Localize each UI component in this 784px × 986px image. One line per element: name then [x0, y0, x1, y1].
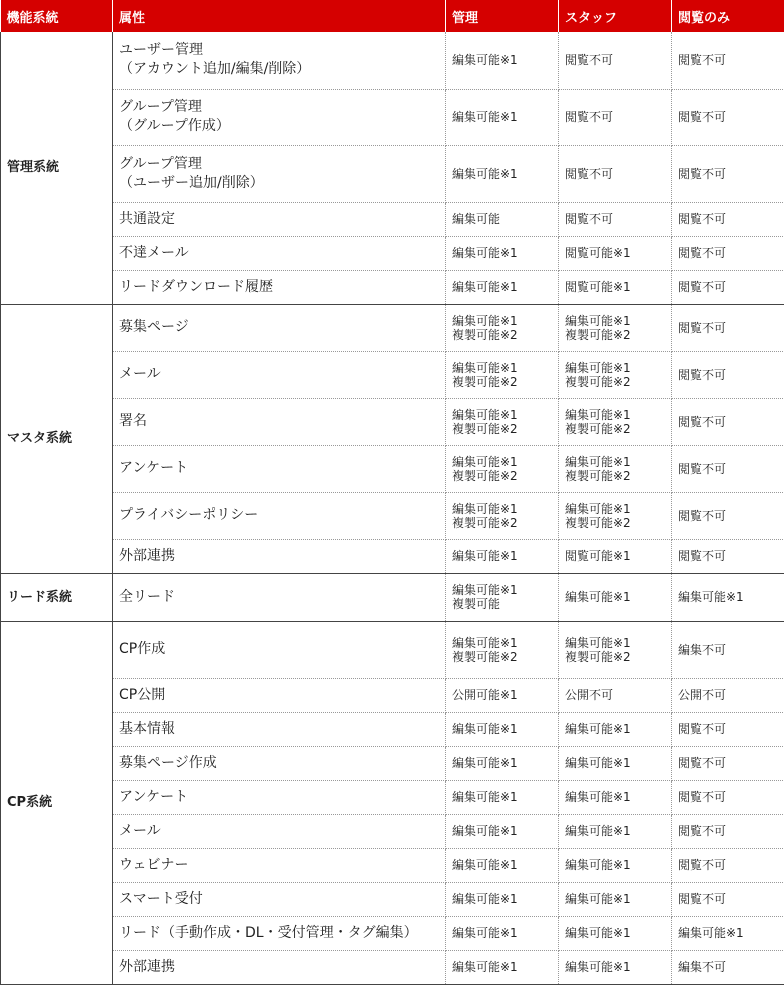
attribute-cell-line: 署名 [119, 413, 147, 429]
view-only-permission-cell [672, 746, 784, 780]
admin-permission-cell [446, 573, 559, 621]
staff-permission-cell-line: 閲覧可能※1 [565, 246, 631, 260]
view-only-permission-cell-line: 閲覧不可 [678, 53, 727, 68]
admin-permission-cell-line: 編集可能※1 [452, 166, 518, 181]
table-row [1, 351, 784, 398]
admin-permission-cell [446, 304, 559, 351]
table-row [1, 32, 784, 89]
admin-permission-cell-line: 編集可能※1 [452, 501, 518, 516]
view-only-permission-cell [672, 492, 784, 539]
admin-permission-cell [446, 780, 559, 814]
view-only-permission-cell [672, 202, 784, 236]
view-only-permission-cell-line: 閲覧不可 [678, 824, 727, 838]
admin-permission-cell [446, 916, 559, 950]
view-only-permission-cell-line: 編集不可 [678, 642, 727, 657]
function-system-cell: 管理系統 [1, 32, 113, 304]
admin-permission-cell-line: 複製可能※2 [452, 327, 518, 342]
attribute-cell [113, 398, 446, 445]
staff-permission-cell-line: 複製可能※2 [565, 515, 631, 530]
view-only-permission-cell [672, 882, 784, 916]
attribute-cell-line: CP公開 [119, 686, 166, 703]
view-only-permission-cell [672, 304, 784, 351]
admin-permission-cell-line: 編集可能※1 [452, 926, 518, 940]
staff-permission-cell-line: 閲覧可能※1 [565, 549, 631, 563]
view-only-permission-cell-line: 閲覧不可 [678, 166, 727, 181]
admin-permission-cell [446, 814, 559, 848]
attribute-cell-line: CP作成 [119, 641, 166, 657]
admin-permission-cell-line: 編集可能※1 [452, 549, 518, 563]
staff-permission-cell-line: 複製可能※2 [565, 468, 631, 483]
staff-permission-cell [559, 848, 672, 882]
attribute-cell [113, 202, 446, 236]
staff-permission-cell-line: 編集可能※1 [565, 590, 631, 604]
staff-permission-cell-line: 閲覧不可 [565, 212, 614, 226]
view-only-permission-cell-line: 閲覧不可 [678, 892, 727, 906]
view-only-permission-cell [672, 573, 784, 621]
staff-permission-cell-line: 編集可能※1 [565, 790, 631, 804]
admin-permission-cell [446, 445, 559, 492]
admin-permission-cell-line: 複製可能※2 [452, 515, 518, 530]
attribute-cell [113, 351, 446, 398]
attribute-cell-line: （アカウント追加/編集/削除） [119, 61, 311, 78]
view-only-permission-cell-line: 閲覧不可 [678, 461, 727, 476]
attribute-cell [113, 236, 446, 270]
admin-permission-cell [446, 678, 559, 712]
table-row [1, 202, 784, 236]
staff-permission-cell [559, 678, 672, 712]
staff-permission-cell-line: 編集可能※1 [565, 926, 631, 940]
header-view-only: 閲覧のみ [672, 0, 784, 32]
table-row [1, 780, 784, 814]
admin-permission-cell [446, 351, 559, 398]
admin-permission-cell [446, 32, 559, 89]
table-row [1, 236, 784, 270]
attribute-cell [113, 270, 446, 304]
admin-permission-cell [446, 539, 559, 573]
attribute-cell-line: グループ管理 [119, 99, 202, 115]
table-row [1, 573, 784, 621]
attribute-cell-line: 全リード [119, 588, 175, 605]
view-only-permission-cell [672, 236, 784, 270]
view-only-permission-cell-line: 公開不可 [678, 688, 727, 702]
staff-permission-cell [559, 270, 672, 304]
staff-permission-cell-line: 複製可能※2 [565, 327, 631, 342]
view-only-permission-cell-line: 編集不可 [678, 960, 727, 974]
attribute-cell-line: 外部連携 [119, 547, 175, 564]
admin-permission-cell-line: 編集可能※1 [452, 246, 518, 260]
view-only-permission-cell [672, 712, 784, 746]
staff-permission-cell [559, 351, 672, 398]
attribute-cell-line: メール [119, 822, 161, 839]
view-only-permission-cell [672, 270, 784, 304]
staff-permission-cell-line: 閲覧不可 [565, 110, 614, 124]
table-row [1, 746, 784, 780]
function-system-cell: CP系統 [1, 621, 113, 984]
admin-permission-cell-line: 編集可能※1 [452, 756, 518, 770]
table-body [1, 32, 784, 984]
admin-permission-cell-line: 編集可能※1 [452, 858, 518, 872]
view-only-permission-cell [672, 145, 784, 202]
staff-permission-cell [559, 621, 672, 678]
staff-permission-cell-line: 編集可能※1 [565, 722, 631, 736]
view-only-permission-cell [672, 950, 784, 984]
admin-permission-cell [446, 492, 559, 539]
admin-permission-cell-line: 公開可能※1 [452, 688, 518, 702]
staff-permission-cell [559, 304, 672, 351]
view-only-permission-cell [672, 848, 784, 882]
attribute-cell [113, 780, 446, 814]
attribute-cell [113, 621, 446, 678]
view-only-permission-cell-line: 閲覧不可 [678, 508, 727, 523]
attribute-cell-line: ウェビナー [119, 856, 189, 873]
attribute-cell-line: メール [119, 366, 161, 382]
staff-permission-cell-line: 編集可能※1 [565, 892, 631, 906]
header-function-system: 機能系統 [1, 0, 113, 32]
staff-permission-cell [559, 398, 672, 445]
attribute-cell [113, 678, 446, 712]
staff-permission-cell [559, 32, 672, 89]
attribute-cell [113, 712, 446, 746]
staff-permission-cell [559, 445, 672, 492]
table-row [1, 304, 784, 351]
staff-permission-cell-line: 閲覧可能※1 [565, 280, 631, 294]
staff-permission-cell [559, 539, 672, 573]
admin-permission-cell-line: 複製可能 [452, 597, 501, 611]
attribute-cell-line: 外部連携 [119, 958, 175, 975]
admin-permission-cell [446, 712, 559, 746]
view-only-permission-cell-line: 編集可能※1 [678, 926, 744, 940]
table-row [1, 916, 784, 950]
staff-permission-cell-line: 編集可能※1 [565, 360, 631, 375]
staff-permission-cell [559, 492, 672, 539]
staff-permission-cell-line: 編集可能※1 [565, 313, 631, 328]
attribute-cell-line: リードダウンロード履歴 [119, 278, 273, 295]
staff-permission-cell-line: 編集可能※1 [565, 454, 631, 469]
admin-permission-cell-line: 編集可能 [452, 212, 501, 226]
view-only-permission-cell-line: 閲覧不可 [678, 320, 727, 335]
staff-permission-cell-line: 複製可能※2 [565, 421, 631, 436]
attribute-cell-line: 募集ページ作成 [119, 754, 217, 771]
attribute-cell-line: 不達メール [119, 244, 189, 261]
table-row [1, 492, 784, 539]
view-only-permission-cell [672, 445, 784, 492]
staff-permission-cell [559, 145, 672, 202]
header-attribute: 属性 [113, 0, 446, 32]
admin-permission-cell-line: 複製可能※2 [452, 421, 518, 436]
view-only-permission-cell-line: 閲覧不可 [678, 858, 727, 872]
attribute-cell [113, 916, 446, 950]
function-system-cell: リード系統 [1, 573, 113, 621]
view-only-permission-cell [672, 539, 784, 573]
table-row [1, 882, 784, 916]
attribute-cell-line: グループ管理 [119, 155, 202, 172]
admin-permission-cell-line: 編集可能※1 [452, 583, 518, 597]
attribute-cell [113, 882, 446, 916]
admin-permission-cell [446, 202, 559, 236]
attribute-cell [113, 32, 446, 89]
attribute-cell [113, 746, 446, 780]
view-only-permission-cell-line: 閲覧不可 [678, 110, 727, 124]
admin-permission-cell [446, 882, 559, 916]
admin-permission-cell [446, 270, 559, 304]
admin-permission-cell-line: 複製可能※2 [452, 468, 518, 483]
view-only-permission-cell-line: 閲覧不可 [678, 367, 727, 382]
view-only-permission-cell-line: 閲覧不可 [678, 549, 727, 563]
admin-permission-cell-line: 編集可能※1 [452, 824, 518, 838]
table-row [1, 848, 784, 882]
view-only-permission-cell [672, 398, 784, 445]
view-only-permission-cell [672, 351, 784, 398]
admin-permission-cell-line: 編集可能※1 [452, 635, 518, 650]
staff-permission-cell-line: 編集可能※1 [565, 756, 631, 770]
admin-permission-cell-line: 編集可能※1 [452, 892, 518, 906]
function-system-cell: マスタ系統 [1, 304, 113, 573]
table-row [1, 270, 784, 304]
staff-permission-cell-line: 編集可能※1 [565, 407, 631, 422]
admin-permission-cell-line: 編集可能※1 [452, 280, 518, 294]
view-only-permission-cell [672, 814, 784, 848]
admin-permission-cell [446, 950, 559, 984]
staff-permission-cell [559, 202, 672, 236]
header-row [1, 0, 784, 32]
staff-permission-cell-line: 編集可能※1 [565, 858, 631, 872]
view-only-permission-cell-line: 閲覧不可 [678, 790, 727, 804]
staff-permission-cell-line: 編集可能※1 [565, 824, 631, 838]
admin-permission-cell [446, 145, 559, 202]
staff-permission-cell-line: 複製可能※2 [565, 649, 631, 664]
staff-permission-cell [559, 882, 672, 916]
view-only-permission-cell [672, 89, 784, 145]
attribute-cell-line: ユーザー管理 [119, 42, 203, 59]
admin-permission-cell-line: 複製可能※2 [452, 649, 518, 664]
attribute-cell-line: アンケート [119, 788, 189, 805]
attribute-cell-line: 募集ページ [119, 319, 189, 335]
staff-permission-cell-line: 閲覧不可 [565, 53, 614, 68]
attribute-cell-line: 基本情報 [119, 720, 175, 737]
attribute-cell [113, 950, 446, 984]
view-only-permission-cell-line: 閲覧不可 [678, 246, 727, 260]
attribute-cell [113, 89, 446, 145]
staff-permission-cell [559, 746, 672, 780]
header-admin: 管理 [446, 0, 559, 32]
admin-permission-cell-line: 複製可能※2 [452, 374, 518, 389]
attribute-cell [113, 304, 446, 351]
admin-permission-cell-line: 編集可能※1 [452, 960, 518, 974]
staff-permission-cell-line: 公開不可 [565, 688, 614, 702]
table-row [1, 678, 784, 712]
view-only-permission-cell [672, 780, 784, 814]
admin-permission-cell [446, 89, 559, 145]
admin-permission-cell [446, 621, 559, 678]
attribute-cell [113, 814, 446, 848]
attribute-cell-line: （ユーザー追加/削除） [119, 174, 264, 191]
attribute-cell [113, 539, 446, 573]
staff-permission-cell [559, 916, 672, 950]
attribute-cell [113, 492, 446, 539]
view-only-permission-cell [672, 916, 784, 950]
admin-permission-cell-line: 編集可能※1 [452, 360, 518, 375]
admin-permission-cell [446, 236, 559, 270]
staff-permission-cell [559, 950, 672, 984]
staff-permission-cell-line: 編集可能※1 [565, 635, 631, 650]
attribute-cell-line: アンケート [119, 460, 189, 476]
staff-permission-cell-line: 複製可能※2 [565, 374, 631, 389]
view-only-permission-cell-line: 閲覧不可 [678, 414, 727, 429]
view-only-permission-cell-line: 閲覧不可 [678, 756, 727, 770]
header-staff: スタッフ [559, 0, 672, 32]
view-only-permission-cell-line: 閲覧不可 [678, 212, 727, 226]
admin-permission-cell-line: 編集可能※1 [452, 454, 518, 469]
admin-permission-cell-line: 編集可能※1 [452, 407, 518, 422]
view-only-permission-cell [672, 32, 784, 89]
attribute-cell-line: 共通設定 [119, 210, 175, 227]
view-only-permission-cell-line: 編集可能※1 [678, 590, 744, 604]
attribute-cell-line: リード（手動作成・DL・受付管理・タグ編集） [119, 924, 418, 941]
table-header [1, 0, 784, 32]
table-row [1, 712, 784, 746]
admin-permission-cell-line: 編集可能※1 [452, 722, 518, 736]
staff-permission-cell [559, 89, 672, 145]
attribute-cell-line: プライバシーポリシー [119, 507, 259, 523]
view-only-permission-cell [672, 678, 784, 712]
staff-permission-cell [559, 573, 672, 621]
admin-permission-cell-line: 編集可能※1 [452, 110, 518, 124]
table-row [1, 145, 784, 202]
table-row [1, 621, 784, 678]
table-row [1, 539, 784, 573]
attribute-cell-line: スマート受付 [119, 890, 203, 907]
table-row [1, 814, 784, 848]
staff-permission-cell [559, 780, 672, 814]
table-row [1, 445, 784, 492]
admin-permission-cell [446, 848, 559, 882]
staff-permission-cell-line: 編集可能※1 [565, 501, 631, 516]
staff-permission-cell-line: 閲覧不可 [565, 166, 614, 181]
admin-permission-cell [446, 398, 559, 445]
view-only-permission-cell-line: 閲覧不可 [678, 280, 727, 294]
view-only-permission-cell [672, 621, 784, 678]
staff-permission-cell-line: 編集可能※1 [565, 960, 631, 974]
staff-permission-cell [559, 814, 672, 848]
admin-permission-cell [446, 746, 559, 780]
staff-permission-cell [559, 712, 672, 746]
table-row [1, 950, 784, 984]
attribute-cell [113, 848, 446, 882]
staff-permission-cell [559, 236, 672, 270]
table-row [1, 89, 784, 145]
view-only-permission-cell-line: 閲覧不可 [678, 722, 727, 736]
attribute-cell-line: （グループ作成） [119, 118, 230, 134]
admin-permission-cell-line: 編集可能※1 [452, 313, 518, 328]
admin-permission-cell-line: 編集可能※1 [452, 53, 518, 68]
table-row [1, 398, 784, 445]
attribute-cell [113, 145, 446, 202]
attribute-cell [113, 445, 446, 492]
admin-permission-cell-line: 編集可能※1 [452, 790, 518, 804]
attribute-cell [113, 573, 446, 621]
